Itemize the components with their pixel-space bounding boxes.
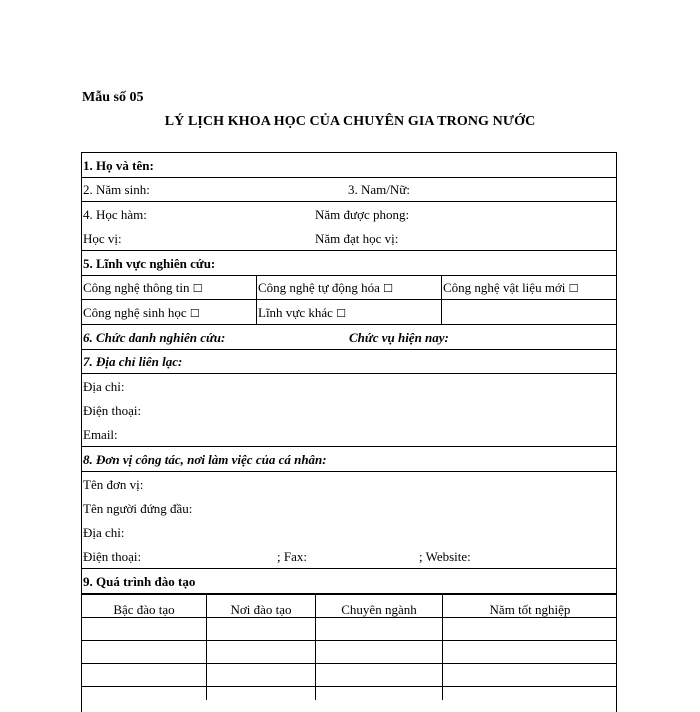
checkbox-automation[interactable]: ☐	[383, 282, 393, 295]
unit-fax-label: ; Fax:	[277, 549, 307, 564]
unit-phone-label: Điện thoại:	[83, 549, 142, 564]
unit-head-label: Tên người đứng đầu:	[83, 501, 193, 516]
row-birth-gender	[81, 178, 617, 202]
field-materials	[443, 280, 579, 296]
unit-website-label: ; Website:	[419, 549, 471, 564]
education-row-line-3	[81, 663, 617, 664]
contact-email-label: Email:	[83, 427, 118, 442]
education-col-divider-2	[315, 594, 316, 700]
degree-year-label: Năm đạt học vị:	[315, 231, 399, 246]
birth-year-label: 2. Năm sinh:	[83, 182, 150, 197]
full-name-label: 1. Họ và tên:	[83, 158, 154, 173]
row-research-fields-1	[81, 276, 617, 300]
contact-label: 7. Địa chỉ liên lạc:	[83, 354, 183, 369]
col-header-institution: Nơi đào tạo	[230, 602, 292, 617]
field-other	[258, 305, 346, 321]
col-header-graduation-year: Năm tốt nghiệp	[489, 602, 571, 617]
row-unit-name	[81, 473, 617, 497]
field-automation-label: Công nghệ tự động hóa	[258, 280, 380, 295]
row-workplace-header	[81, 448, 617, 472]
field-divider-1	[256, 276, 257, 325]
row-contact-address	[81, 375, 617, 399]
education-row-line-4	[81, 686, 617, 687]
field-other-label: Lĩnh vực khác	[258, 305, 333, 320]
form-title: LÝ LỊCH KHOA HỌC CỦA CHUYÊN GIA TRONG NƯỚC	[164, 114, 536, 129]
field-it	[83, 280, 203, 296]
checkbox-other[interactable]: ☐	[336, 307, 347, 320]
col-header-major: Chuyên ngành	[341, 602, 417, 617]
row-academic-title	[81, 203, 617, 227]
row-education-header	[81, 570, 617, 594]
education-row-line-1	[81, 617, 617, 618]
row-contact-email	[81, 423, 617, 447]
row-research-title	[81, 326, 617, 350]
education-col-divider-1	[206, 594, 207, 700]
contact-address-label: Địa chỉ:	[83, 379, 125, 394]
education-col-divider-3	[442, 594, 443, 700]
workplace-label: 8. Đơn vị công tác, nơi làm việc của cá nhân:	[83, 452, 327, 467]
education-row-line-2	[81, 640, 617, 641]
field-it-label: Công nghệ thông tin	[83, 280, 190, 295]
checkbox-it[interactable]: ☐	[192, 282, 203, 295]
checkbox-bio[interactable]: ☐	[189, 307, 200, 320]
row-contact-phone	[81, 399, 617, 423]
field-materials-label: Công nghệ vật liệu mới	[443, 280, 566, 295]
research-field-label: 5. Lĩnh vực nghiên cứu:	[83, 256, 216, 271]
row-research-field-header	[81, 252, 617, 276]
col-header-level: Bậc đào tạo	[113, 602, 175, 617]
unit-name-label: Tên đơn vị:	[83, 477, 144, 492]
form-code: Mẫu số 05	[82, 90, 144, 105]
title-year-label: Năm được phong:	[315, 207, 410, 222]
row-research-fields-2	[81, 301, 617, 325]
row-unit-address	[81, 521, 617, 545]
education-table-top	[81, 594, 617, 595]
gender-label: 3. Nam/Nữ:	[348, 182, 410, 197]
education-label: 9. Quá trình đào tạo	[83, 574, 196, 589]
row-unit-head	[81, 497, 617, 521]
field-divider-2	[441, 276, 442, 325]
research-title-label: 6. Chức danh nghiên cứu:	[83, 330, 226, 345]
academic-title-label: 4. Học hàm:	[83, 207, 147, 222]
row-unit-contact	[81, 545, 617, 569]
checkbox-materials[interactable]: ☐	[568, 282, 579, 295]
row-contact-header	[81, 350, 617, 374]
field-automation	[258, 280, 393, 296]
position-label: Chức vụ hiện nay:	[349, 330, 449, 345]
row-degree	[81, 227, 617, 251]
field-bio	[83, 305, 200, 321]
unit-address-label: Địa chỉ:	[83, 525, 125, 540]
contact-phone-label: Điện thoại:	[83, 403, 142, 418]
row-full-name	[81, 154, 617, 178]
field-bio-label: Công nghệ sinh học	[83, 305, 187, 320]
degree-label: Học vị:	[83, 231, 122, 246]
